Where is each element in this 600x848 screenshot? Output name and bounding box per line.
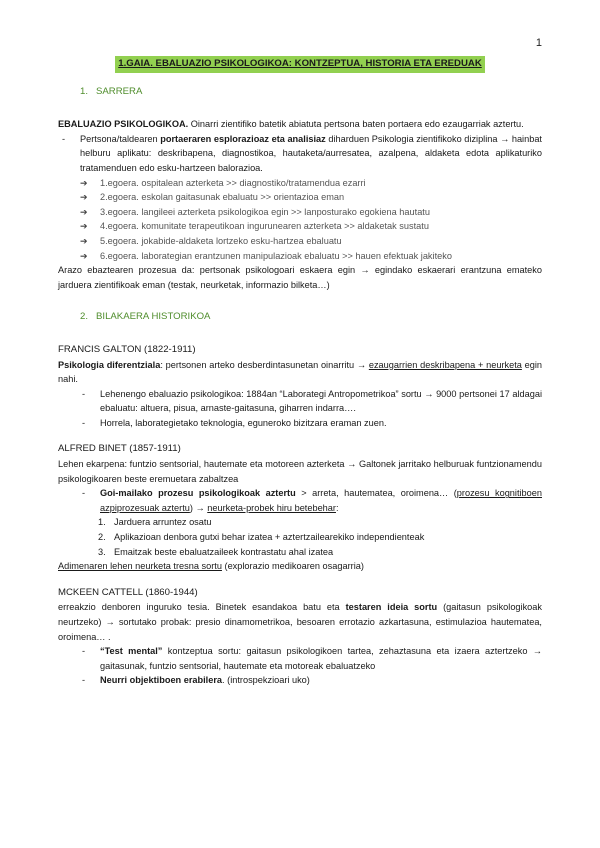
person-heading-binet: ALFRED BINET (1857-1911) (58, 443, 181, 455)
cattell-paragraph (58, 600, 542, 644)
arrow-list (58, 176, 542, 264)
bullet-item (58, 387, 542, 416)
numbered-list-item (58, 545, 542, 560)
bullet-text: Horrela, laborategietako teknologia, eguneroko bizitzara eraman zuen. (100, 417, 387, 428)
galton-paragraph (58, 358, 542, 387)
bullet-text: : (335, 502, 339, 513)
dash-marker: - (82, 488, 86, 499)
arrow-icon: ➔ (80, 221, 88, 232)
bullet-item (58, 673, 542, 688)
numbered-item-text: Jarduera arruntez osatu (114, 517, 212, 528)
intro-text: Oinarri zientifiko batetik abiatuta pertsona baten portaera edo ezaugarriak aztertu. (188, 119, 524, 130)
title-wrap (58, 56, 542, 73)
arrow-icon: ➔ (80, 192, 88, 203)
dash-marker: - (82, 417, 86, 428)
arrow-list-item (58, 176, 542, 191)
arrow-list-item (58, 249, 542, 264)
dash-marker: - (82, 388, 86, 399)
binet-closing-underlined: Adimenaren lehen neurketa tresna sortu (58, 561, 222, 572)
arrow-item-text: 4.egoera. komunitate terapeutikoan ingurunearen azterketa >> aldaketak sustatu (100, 221, 429, 232)
cattell-text: erreakzio denboren inguruko tesia. Binetek esandakoa batu eta (58, 602, 346, 613)
person-heading-cattell: MCKEEN CATTELL (1860-1944) (58, 586, 198, 598)
arrow-icon: ➔ (80, 177, 88, 188)
binet-closing (58, 559, 542, 574)
section-number: 1. (80, 85, 89, 97)
binet-closing-text: (explorazio medikoaren osagarria) (221, 561, 364, 572)
arrow-icon: ➔ (80, 235, 88, 246)
document-title: 1.GAIA. EBALUAZIO PSIKOLOGIKOA: KONTZEPTUA, HISTORIA ETA EREDUAK (115, 56, 485, 73)
bullet-bold: portaeraren esplorazioaz eta analisiaz (160, 133, 326, 144)
numbered-item-text: Emaitzak beste ebaluatzaileek kontrastatu ahal izatea (114, 546, 334, 557)
galton-text: : pertsonen arteko desberdintasunetan oinarritu → (160, 359, 369, 370)
list-number: 1. (98, 517, 106, 528)
bullet-item (58, 644, 542, 673)
page-number: 1 (535, 37, 542, 49)
section-label: SARRERA (96, 85, 143, 97)
galton-underlined: ezaugarrien deskribapena + neurketa (368, 359, 522, 370)
numbered-item-text: Aplikazioan denbora gutxi behar izatea + aztertzailearekiko independienteak (114, 532, 425, 543)
galton-bold: Psikologia diferentziala (58, 359, 161, 370)
arrow-list-item (58, 234, 542, 249)
section-label: BILAKAERA HISTORIKOA (96, 311, 211, 323)
bullet-bold: “Test mental” (100, 646, 163, 657)
section-heading-sarrera (80, 85, 542, 100)
arrow-list-item (58, 205, 542, 220)
arrow-list-item (58, 190, 542, 205)
arrow-icon: ➔ (80, 250, 88, 261)
bullet-text: > arreta, hautematea, oroimena… ( (295, 488, 457, 499)
dash-marker: - (62, 133, 66, 144)
list-number: 3. (98, 546, 106, 557)
arrow-icon: ➔ (80, 206, 88, 217)
bullet-text: kontzeptua sortu: gaitasun psikologikoen tartea, zehaztasuna eta izaera aztertzeko → gaitasunak, funtzio sentsorial, hautemate eta motoreak ebaluatzeko (100, 646, 542, 671)
bullet-text: Lehenengo ebaluazio psikologikoa: 1884an “Laborategi Antropometrikoa” sortu → 9000 pertsonei 17 aldagai ebaluatu: altuera, pisua, arnaste-gaitasuna, giharren indarra…. (100, 388, 542, 414)
binet-paragraph: Lehen ekarpena: funtzio sentsorial, hautemate eta motoreen azterketa → Galtonek jarritako helburuak funtzionamendu psikologikoaren beste eremuetara zabaltzea (58, 459, 542, 484)
numbered-list (58, 515, 542, 559)
bullet-item (58, 486, 542, 515)
closing-paragraph: Arazo ebaztearen prozesua da: pertsonak psikologoari eskaera egin → egindako eskaerari erantzuna emateko jarduera zientifikoak eman (testak, neurketak, informazio bilketa…) (58, 265, 542, 290)
arrow-item-text: 5.egoera. jokabide-aldaketa lortzeko esku-hartzea ebaluatu (100, 235, 342, 246)
bullet-item (58, 132, 542, 176)
arrow-list-item (58, 219, 542, 234)
section-heading-bilakaera (80, 310, 542, 325)
arrow-item-text: 2.egoera. eskolan gaitasunak ebaluatu >> orientazioa eman (100, 192, 345, 203)
bullet-bold: Neurri objektiboen erabilera (100, 675, 223, 686)
numbered-list-item (58, 530, 542, 545)
cattell-text: (gaitasun psikologikoak neurtzeko) → sortutako probak: presio dinamometrikoa, besoaren errotazio azkartasuna, estimulazioa hautematea, oroimena… . (58, 602, 542, 642)
intro-bold: EBALUAZIO PSIKOLOGIKOA. (58, 119, 189, 130)
bullet-underlined: prozesu kognitiboen azpiprozesuak aztertu (100, 488, 542, 513)
numbered-list-item (58, 515, 542, 530)
list-number: 2. (98, 532, 106, 543)
dash-marker: - (82, 646, 86, 657)
bullet-text: diharduen Psikologia zientifikoko diziplina → hainbat helburu aplikatu: deskribapena, diagnostikoa, hautaketa/aurresatea, azalpena, aldaketa edota aplikaturiko tratamenduen edo esku-hartzeen balorazioa. (80, 133, 542, 173)
bullet-item (58, 416, 542, 431)
bullet-text: . (introspekzioari uko) (222, 675, 310, 686)
bullet-bold: Goi-mailako prozesu psikologikoak aztertu (100, 488, 296, 499)
arrow-item-text: 6.egoera. laborategian erantzunen manipulazioak ebaluatu >> hauen efektuak jakiteko (100, 250, 452, 261)
arrow-item-text: 3.egoera. langileei azterketa psikologikoa egin >> lanposturako egokiena hautatu (100, 206, 430, 217)
bullet-text: ) → (189, 502, 208, 513)
galton-text: egin nahi. (58, 359, 542, 385)
bullet-underlined: neurketa-probek hiru betebehar (207, 502, 336, 513)
dash-marker: - (82, 675, 86, 686)
arrow-item-text: 1.egoera. ospitalean azterketa >> diagnostiko/tratamendua ezarri (100, 177, 366, 188)
intro-paragraph (58, 117, 542, 132)
section-number: 2. (80, 311, 89, 323)
document-body (58, 56, 542, 688)
person-heading-galton: FRANCIS GALTON (1822-1911) (58, 343, 196, 355)
cattell-bold: testaren ideia sortu (345, 602, 438, 613)
bullet-text: Pertsona/taldearen (80, 133, 161, 144)
